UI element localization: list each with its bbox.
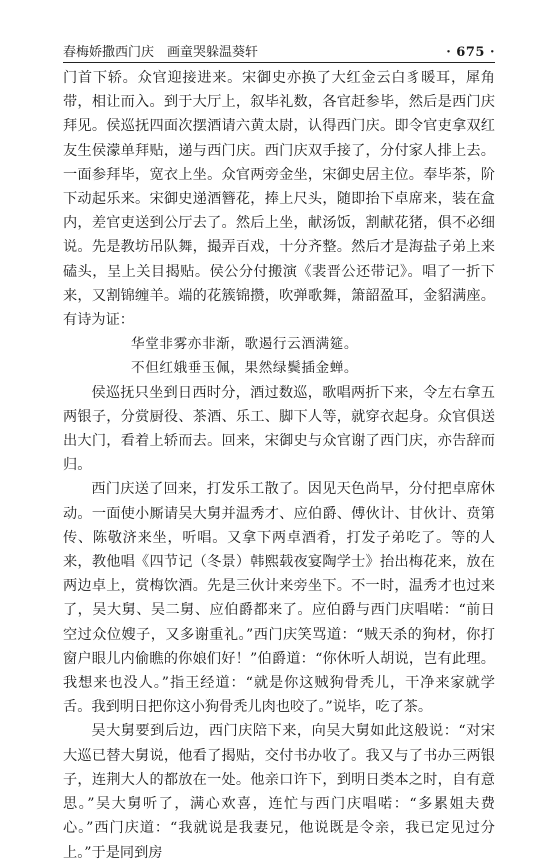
paragraph: 吴大舅要到后边，西门庆陪下来，向吴大舅如此这般说：“对宋大巡已替大舅说，他看了揭贴，交付书办收了。我又与了书办三两银子，连荆大人的都放在一处。他亲口许下，到明日类本之时，自有意思。”吴大舅听了，满心欢喜，连忙与西门庆唱喏：“多累姐夫费心。”西门庆道：“我就说是我妻兄，他说既是令亲，我已定见过分上。”于是同到房 (63, 723, 495, 861)
paragraph: 侯巡抚只坐到日西时分，酒过数巡，歌唱两折下来，令左右拿五两银子，分赏厨役、茶酒、乐工、脚下人等，就穿衣起身。众官俱送出大门，看着上轿而去。回来，宋御史与众官谢了西门庆，亦告辞而归。 (63, 384, 495, 474)
page-number: · 675 · (446, 45, 495, 60)
poem-line: 华堂非雾亦非渐，歌遏行云酒满筵。 (131, 336, 359, 353)
body-text (63, 66, 495, 865)
running-header (63, 38, 495, 60)
paragraph: 门首下轿。众官迎接进来。宋御史亦换了大红金云白豸暖耳，犀角带，相让而入。到于大厅上，叙毕礼数，各官赶参毕，然后是西门庆拜见。侯巡抚四面次摆酒请六黄太尉，认得西门庆。即令官吏拿双红友生侯濛单拜贴，递与西门庆。西门庆双手接了，分付家人排上去。一面参拜毕，宽衣上坐。众官两旁金坐，宋御史居主位。奉毕茶，阶下动起乐来。宋御史递酒簪花，捧上尺头，随即抬下卓席来，装在盒内，差官吏送到公厅去了。然后上坐，献汤饭，割献花猪，俱不必细说。先是教坊吊队舞，撮弄百戏，十分齐整。然后才是海盐子弟上来磕头，呈上关目揭贴。侯公分付搬演《裴晋公还带记》。唱了一折下来，又割锦缠羊。端的花簇锦攒，吹弹歌舞，箫韶盈耳，金貂满座。有诗为证： (63, 70, 495, 329)
header-rule (63, 62, 495, 63)
paragraph: 西门庆送了回来，打发乐工散了。因见天色尚早，分付把卓席休动。一面使小厮请吴大舅并温秀才、应伯爵、傅伙计、甘伙计、贲第传、陈敬济来坐，听唱。又拿下两卓酒肴，打发子弟吃了。等的人来，教他唱《四节记（冬景）韩熙载夜宴陶学士》抬出梅花来，放在两边卓上，赏梅饮酒。先是三伙计来旁坐下。不一时，温秀才也过来了，吴大舅、吴二舅、应伯爵都来了。应伯爵与西门庆唱喏：“前日空过众位嫂子，又多谢重礼。”西门庆笑骂道：“贼天杀的狗材，你打窗户眼儿内偷瞧的你娘们好！”伯爵道：“你休听人胡说，岂有此理。我想来也没人。”指王经道：“就是你这贼狗骨秃儿，干净来家就学舌。我到明日把你这小狗骨秃儿肉也咬了。”说毕，吃了茶。 (63, 481, 495, 716)
chapter-title: 春梅娇撒西门庆 画童哭躲温葵轩 (63, 45, 259, 60)
poem-line: 不但红娥垂玉佩，果然绿鬓插金蝉。 (131, 360, 359, 377)
